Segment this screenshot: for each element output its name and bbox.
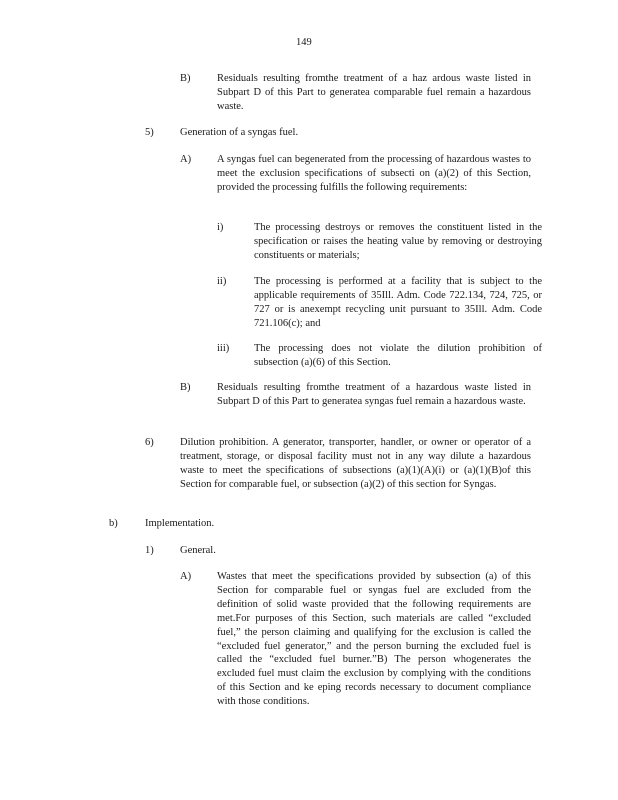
item-text: Residuals resulting fromthe treatment of a hazardous waste listed in Subpart D of this Part to generatea syngas fuel remain a hazardous waste. bbox=[217, 382, 531, 407]
item-text: The processing does not violate the dilution prohibition of subsection (a)(6) of this Section. bbox=[254, 343, 542, 368]
item-text: Residuals resulting fromthe treatment of a haz ardous waste listed in Subpart D of this Part to generatea comparable fuel remain a hazardous waste. bbox=[217, 73, 531, 112]
item-label: i) bbox=[217, 222, 224, 233]
item-label: A) bbox=[180, 154, 192, 165]
item-label: B) bbox=[180, 73, 191, 84]
item-label: B) bbox=[180, 382, 191, 393]
item-text: A syngas fuel can begenerated from the processing of hazardous wastes to meet the exclusion specifications of subsecti on (a)(2) of this Section, provided the processing fulfills the following requirements: bbox=[217, 154, 531, 193]
section-heading: Generation of a syngas fuel. bbox=[180, 127, 299, 138]
item-text: The processing destroys or removes the constituent listed in the specification or raises the heating value by removing or destroying constituents or materials; bbox=[254, 222, 542, 261]
item-label: 5) bbox=[145, 127, 154, 138]
item-label: 1) bbox=[145, 545, 154, 556]
item-label: iii) bbox=[217, 343, 230, 354]
page-number: 149 bbox=[296, 37, 312, 48]
item-text: Dilution prohibition. A generator, transporter, handler, or owner or operator of a treatment, storage, or disposal facility must not in any way dilute a hazardous waste to meet the specifications of subsections (a)(1)(A)(i) or (a)(1)(B)of this Section for comparable fuel, or subsection (a)(2) of this section for Syngas. bbox=[180, 437, 531, 490]
item-text: The processing is performed at a facility that is subject to the applicable requirements of 35Ill. Adm. Code 722.134, 724, 725, or 727 or is anexempt recycling unit pursuant to 35Ill. Adm. Code 721.106(c); and bbox=[254, 276, 542, 329]
item-label: ii) bbox=[217, 276, 227, 287]
section-heading: Implementation. bbox=[145, 518, 215, 529]
item-label: 6) bbox=[145, 437, 154, 448]
item-text: Wastes that meet the specifications provided by subsection (a) of this Section for comparable fuel or syngas fuel are excluded from the definition of solid waste provided that the following requirements are met.For purposes of this Section, such materials are called “excluded fuel,” the person claiming and qualifying for the exclusion is called the “excluded fuel generator,” and the person burning the excluded fuel is called the “excluded fuel burner.”B) The person whogenerates the excluded fuel must claim the exclusion by complying with the conditions of this Section and ke eping records necessary to document compliance with those conditions. bbox=[217, 571, 531, 708]
item-label: A) bbox=[180, 571, 192, 582]
item-label: b) bbox=[109, 518, 118, 529]
section-heading: General. bbox=[180, 545, 216, 556]
